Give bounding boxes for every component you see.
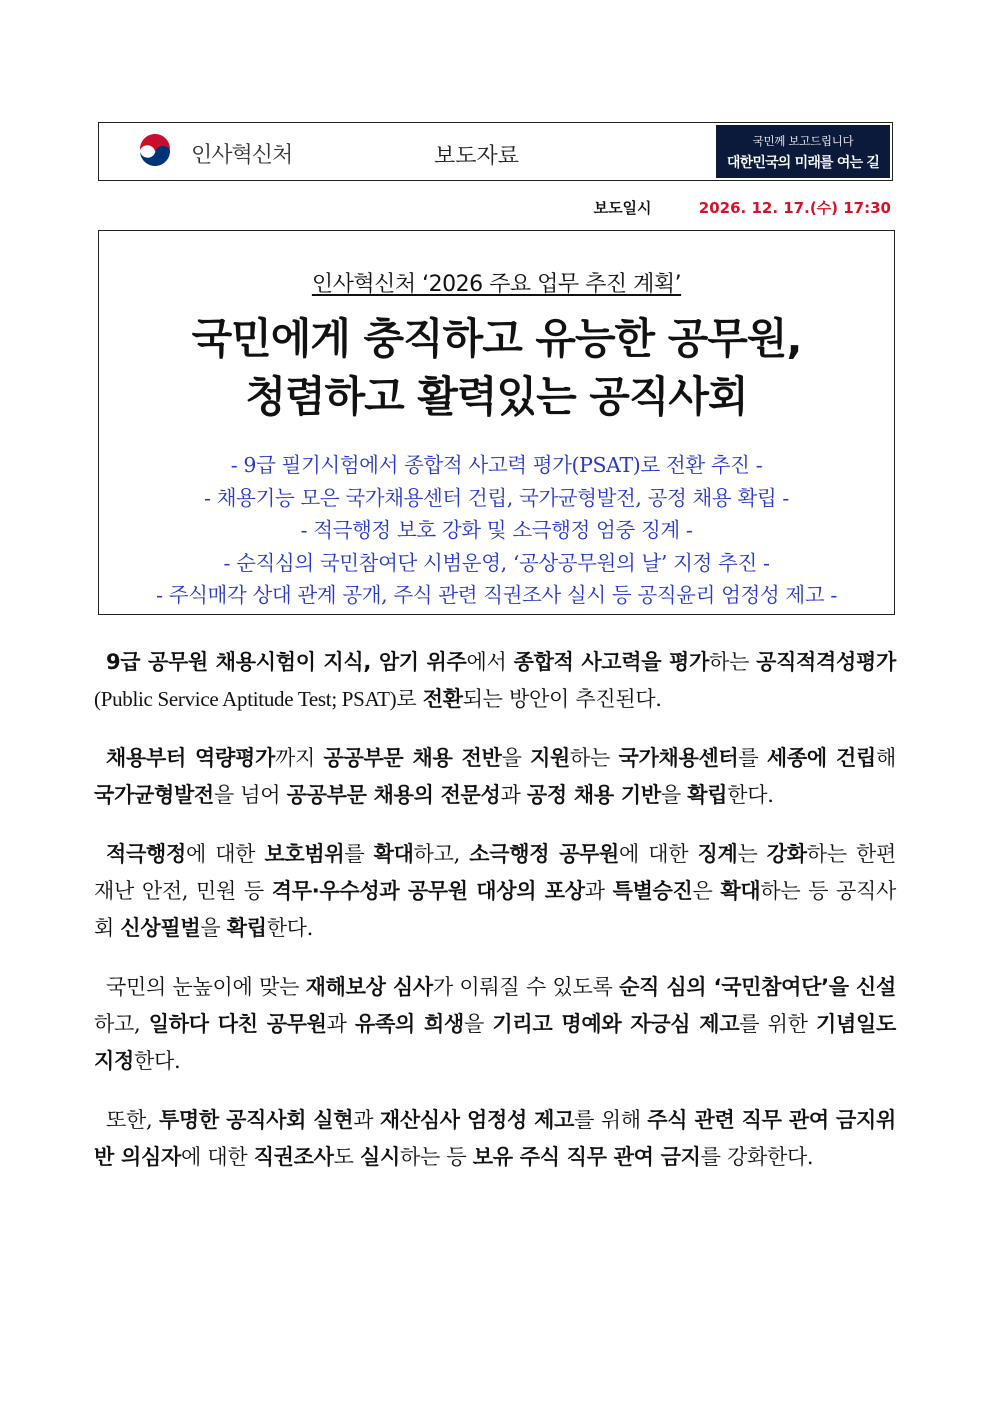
bold-text: 주식 관련 직무 관여 금지위반 의심자 <box>94 1108 896 1169</box>
text: 을 <box>200 916 227 940</box>
text: 하는 <box>708 650 757 674</box>
bold-text: 재해보상 심사 <box>305 975 433 999</box>
text: 에 대한 <box>185 842 265 866</box>
bold-text: 보유 주식 직무 관여 금지 <box>472 1145 701 1169</box>
bold-text: 특별승진 <box>612 879 693 903</box>
text: 에 대한 <box>180 1145 254 1169</box>
text: 과 <box>584 879 613 903</box>
text: 한다. <box>266 916 314 940</box>
summary-bullet: - 채용기능 모은 국가채용센터 건립, 국가균형발전, 공정 채용 확립 - <box>204 485 789 510</box>
org-name: 인사혁신처 <box>191 143 293 168</box>
bold-text: 종합적 사고력을 평가 <box>513 650 709 674</box>
slogan-top: 국민께 보고드립니다 <box>752 134 854 148</box>
press-header <box>98 122 893 181</box>
text: 을 <box>501 746 531 770</box>
text: 를 위해 <box>574 1108 648 1132</box>
bold-text: 징계 <box>697 842 738 866</box>
bold-text: 공정 채용 기반 <box>526 783 661 807</box>
bold-text: 실시 <box>360 1145 400 1169</box>
body-text <box>94 644 896 1198</box>
bold-text: 일하다 다친 공무원 <box>148 1012 327 1036</box>
bold-text: 공공부문 채용 전반 <box>323 746 502 770</box>
main-title-line-1: 국민에게 충직하고 유능한 공무원, <box>191 314 802 363</box>
text: 과 <box>353 1108 380 1132</box>
summary-bullet: - 순직심의 국민참여단 시범운영, ‘공상공무원의 날’ 지정 추진 - <box>223 550 770 575</box>
paragraph-3 <box>94 836 896 947</box>
summary-bullet: - 적극행정 보호 강화 및 소극행정 엄중 징계 - <box>300 518 693 542</box>
text: 하는 등 <box>400 1145 473 1169</box>
text: 를 위한 <box>739 1012 817 1036</box>
text: 을 <box>464 1012 493 1036</box>
text: 하고, <box>94 1012 149 1036</box>
summary-bullet: - 주식매각 상대 관계 공개, 주식 관련 직권조사 실시 등 공직윤리 엄정성 제고 - <box>156 583 837 607</box>
text: 도 <box>333 1145 361 1169</box>
text: 하고, <box>413 842 470 866</box>
text: 를 <box>738 746 767 770</box>
release-date-value: 2026. 12. 17.(수) 17:30 <box>698 199 891 217</box>
slogan-bottom: 대한민국의 미래를 여는 길 <box>726 155 880 171</box>
bold-text: 기리고 명예와 자긍심 제고 <box>492 1012 740 1036</box>
bold-text: 유족의 희생 <box>355 1012 464 1036</box>
bold-text: 공공부문 채용의 전문성 <box>286 783 501 807</box>
bold-text: 확립 <box>226 916 267 940</box>
text: 해 <box>875 746 896 770</box>
bold-text: 강화 <box>766 842 807 866</box>
bold-text: 소극행정 공무원 <box>469 842 620 866</box>
text: 에 대한 <box>619 842 698 866</box>
bold-text: 순직 심의 ‘국민참여단’을 신설 <box>619 975 896 999</box>
text: 는 <box>737 842 767 866</box>
summary-bullets <box>99 449 894 612</box>
text: 에서 <box>466 650 514 674</box>
paragraph-4 <box>94 969 896 1080</box>
text: 국민의 눈높이에 맞는 <box>106 975 306 999</box>
text: 까지 <box>275 746 324 770</box>
text: 로 <box>396 687 423 711</box>
bold-text: 직권조사 <box>253 1145 334 1169</box>
bold-text: 국가채용센터 <box>618 746 739 770</box>
bold-text: 확립 <box>687 783 728 807</box>
paragraph-5 <box>94 1102 896 1176</box>
taegeuk-logo-icon <box>137 134 173 170</box>
bold-text: 전환 <box>422 687 463 711</box>
bold-text: 세종에 건립 <box>766 746 876 770</box>
bold-text: 적극행정 <box>106 842 186 866</box>
bold-text: 보호범위 <box>264 842 345 866</box>
bold-text: 확대 <box>373 842 414 866</box>
paragraph-1 <box>94 644 896 718</box>
text: 가 이뤄질 수 있도록 <box>432 975 620 999</box>
text: 은 <box>692 879 721 903</box>
main-title-line-2: 청렴하고 활력있는 공직사회 <box>245 372 748 421</box>
subtitle: 인사혁신처 ‘2026 주요 업무 추진 계획’ <box>311 272 682 297</box>
slogan-banner <box>716 125 890 178</box>
text: 하는 한편 재난 안전, 민원 등 <box>94 842 896 903</box>
text: 한다. <box>727 783 774 807</box>
text: 하는 등 공직사회 <box>94 879 897 940</box>
bold-text: 9급 공무원 채용시험이 지식, 암기 위주 <box>106 650 467 674</box>
summary-bullet: - 9급 필기시험에서 종합적 사고력 평가(PSAT)로 전환 추진 - <box>230 453 763 477</box>
text: 을 넘어 <box>213 783 287 807</box>
text: 을 <box>660 783 688 807</box>
bold-text: 지원 <box>530 746 571 770</box>
text: 하는 <box>570 746 619 770</box>
text: 과 <box>500 783 527 807</box>
text: 를 <box>344 842 374 866</box>
paragraph-2 <box>94 740 896 814</box>
bold-text: 채용부터 역량평가 <box>106 746 276 770</box>
main-title <box>99 310 894 426</box>
bold-text: 국가균형발전 <box>94 783 214 807</box>
text: 또한, <box>106 1108 159 1132</box>
bold-text: 공직적격성평가 <box>756 650 896 674</box>
release-date-row <box>594 197 891 218</box>
bold-text: 확대 <box>720 879 761 903</box>
bold-text: 재산심사 엄정성 제고 <box>379 1108 575 1132</box>
bold-text: 신상필벌 <box>120 916 201 940</box>
text: 를 강화한다. <box>700 1145 814 1169</box>
text: 과 <box>326 1012 356 1036</box>
text: 되는 방안이 추진된다. <box>462 687 662 711</box>
title-box <box>98 230 895 615</box>
bold-text: 격무·우수성과 공무원 대상의 포상 <box>271 879 585 903</box>
release-date-label: 보도일시 <box>593 199 652 217</box>
bold-text: 투명한 공직사회 실현 <box>158 1108 354 1132</box>
text: (Public Service Aptitude Test; PSAT) <box>94 687 397 711</box>
text: 한다. <box>133 1049 181 1073</box>
bold-text: 기념일도 지정 <box>94 1012 896 1073</box>
press-release-label: 보도자료 <box>434 144 520 169</box>
